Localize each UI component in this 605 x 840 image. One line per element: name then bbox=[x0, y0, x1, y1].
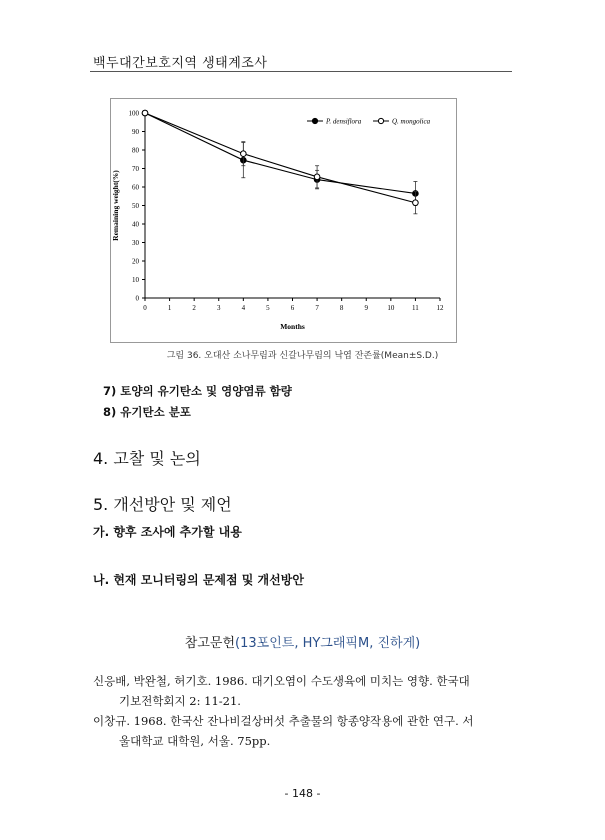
x-tick-label: 3 bbox=[217, 304, 221, 312]
x-tick-label: 7 bbox=[315, 304, 319, 312]
y-tick-label: 80 bbox=[132, 146, 139, 155]
x-tick-label: 9 bbox=[364, 304, 368, 312]
legend-marker bbox=[378, 118, 383, 123]
x-axis-label: Months bbox=[280, 322, 305, 331]
item-ga: 가. 향후 조사에 추가할 내용 bbox=[93, 525, 242, 539]
x-tick-label: 10 bbox=[387, 304, 395, 312]
y-tick-label: 70 bbox=[132, 165, 139, 173]
x-tick-label: 0 bbox=[143, 304, 147, 312]
y-tick-label: 90 bbox=[132, 128, 139, 136]
litter-remaining-chart bbox=[0, 0, 605, 345]
running-header: 백두대간보호지역 생태계조사 bbox=[93, 56, 268, 71]
section-5-heading: 5. 개선방안 및 제언 bbox=[93, 495, 232, 514]
data-point bbox=[314, 174, 320, 180]
x-tick-label: 6 bbox=[290, 304, 295, 312]
series-line bbox=[145, 113, 415, 203]
reference-entry bbox=[93, 711, 513, 751]
x-tick-label: 11 bbox=[412, 304, 419, 312]
y-tick-label: 30 bbox=[132, 239, 139, 247]
x-tick-label: 5 bbox=[266, 304, 270, 312]
reference-line: 이창규. 1968. 한국산 잔나비걸상버섯 추출물의 항종양작용에 관한 연구. 서 bbox=[93, 714, 474, 728]
x-tick-label: 2 bbox=[192, 304, 196, 312]
y-axis-label: Remaining weight(%) bbox=[111, 170, 120, 241]
references-title-note: (13포인트, HY그래픽M, 진하게) bbox=[235, 636, 421, 651]
reference-line-indent: 기보전학회지 2: 11-21. bbox=[119, 694, 241, 708]
x-tick-label: 12 bbox=[436, 304, 444, 312]
x-tick-label: 4 bbox=[241, 304, 246, 312]
legend-label: Q. mongolica bbox=[392, 117, 431, 126]
y-tick-label: 60 bbox=[132, 183, 139, 192]
y-tick-label: 20 bbox=[132, 257, 139, 266]
data-point bbox=[241, 151, 247, 157]
reference-line-indent: 울대학교 대학원, 서울. 75pp. bbox=[119, 734, 271, 748]
subsection-8: 8) 유기탄소 분포 bbox=[103, 405, 191, 419]
y-tick-label: 40 bbox=[132, 220, 139, 229]
series-line bbox=[145, 113, 415, 193]
reference-entry bbox=[93, 671, 513, 711]
legend-label: P. densiflora bbox=[326, 117, 362, 126]
data-point bbox=[413, 200, 419, 206]
x-tick-label: 1 bbox=[167, 304, 172, 312]
y-tick-label: 100 bbox=[128, 109, 139, 118]
references-title: 참고문헌 bbox=[184, 636, 236, 651]
y-tick-label: 10 bbox=[132, 276, 139, 284]
reference-line: 신응배, 박완철, 허기호. 1986. 대기오염이 수도생육에 미치는 영향. 한국대 bbox=[93, 674, 470, 688]
item-na: 나. 현재 모니터링의 문제점 및 개선방안 bbox=[93, 573, 304, 587]
data-point bbox=[142, 110, 148, 116]
x-tick-label: 8 bbox=[339, 304, 344, 312]
figure-caption: 그림 36. 오대산 소나무림과 신갈나무림의 낙엽 잔존률(Mean±S.D.) bbox=[166, 351, 439, 361]
subsection-7: 7) 토양의 유기탄소 및 영양염류 함량 bbox=[103, 384, 292, 398]
y-tick-label: 0 bbox=[135, 294, 139, 303]
references-heading bbox=[0, 632, 605, 651]
section-4-heading: 4. 고찰 및 논의 bbox=[93, 449, 201, 468]
y-tick-label: 50 bbox=[132, 202, 139, 210]
legend-marker bbox=[312, 118, 317, 123]
page-number: - 148 - bbox=[284, 787, 321, 800]
